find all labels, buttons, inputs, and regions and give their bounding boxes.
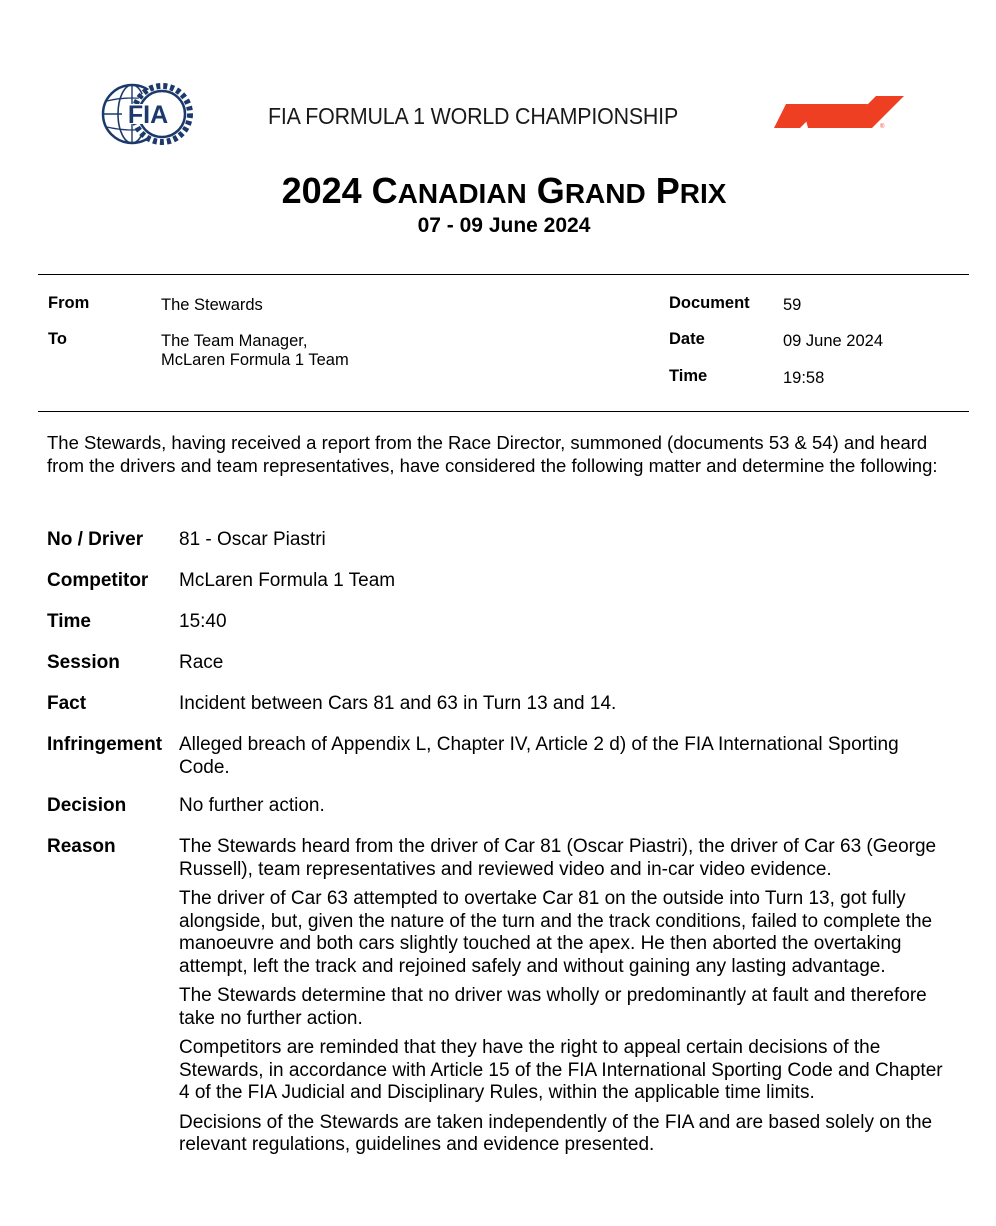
date-label: Date: [669, 330, 705, 348]
event-title-word-1: CANADIAN: [371, 170, 527, 211]
competitor-value: McLaren Formula 1 Team: [179, 570, 396, 591]
driver-label: No / Driver: [47, 529, 144, 550]
event-title-word-3: PRIX: [655, 170, 727, 211]
to-value-line-1: The Team Manager,: [161, 332, 308, 350]
fact-label: Fact: [47, 693, 87, 714]
time-row-value: 15:40: [179, 611, 227, 632]
to-value: [161, 332, 349, 370]
event-title-word-2: GRAND: [536, 170, 646, 211]
to-label: To: [48, 330, 67, 348]
competitor-label: Competitor: [47, 570, 149, 591]
reason-paragraph-4: Competitors are reminded that they have the right to appeal certain decisions of the Stewards, in accordance with Article 15 of the FIA International Sporting Code and Chapter 4 of the FIA Judicial and Disciplinary Rules, within the applicable time limits.: [179, 1037, 943, 1103]
document-label: Document: [669, 294, 750, 312]
time-label: Time: [669, 367, 708, 385]
decision-value: No further action.: [179, 795, 325, 816]
bottom-divider: [38, 411, 969, 412]
time-value: 19:58: [783, 369, 825, 387]
from-label: From: [48, 294, 90, 312]
to-value-line-2: McLaren Formula 1 Team: [161, 351, 349, 369]
intro-paragraph: The Stewards, having received a report from the Race Director, summoned (documents 53 & 54) and heard from the drivers and team representatives, have considered the following matter and determine the following:: [47, 432, 938, 476]
reason-paragraph-3: The Stewards determine that no driver was wholly or predominantly at fault and therefore take no further action.: [179, 985, 927, 1029]
event-dates: 07 - 09 June 2024: [417, 214, 591, 237]
top-divider: [38, 274, 969, 275]
driver-value: 81 - Oscar Piastri: [179, 529, 326, 550]
infringement-value: Alleged breach of Appendix L, Chapter IV, Article 2 d) of the FIA International Sporting Code.: [179, 734, 899, 778]
reason-text: [179, 836, 949, 1164]
reason-label: Reason: [47, 836, 116, 857]
session-label: Session: [47, 652, 120, 673]
fact-value: Incident between Cars 81 and 63 in Turn 13 and 14.: [179, 693, 617, 714]
reason-paragraph-1: The Stewards heard from the driver of Car 81 (Oscar Piastri), the driver of Car 63 (George Russell), team representatives and reviewed video and in-car video evidence.: [179, 836, 937, 880]
infringement-label: Infringement: [47, 734, 163, 755]
fia-logo: [100, 82, 194, 146]
decision-label: Decision: [47, 795, 127, 816]
event-title-year: 2024: [281, 170, 362, 211]
session-value: Race: [179, 652, 224, 673]
from-value: The Stewards: [161, 296, 263, 314]
reason-paragraph-5: Decisions of the Stewards are taken independently of the FIA and are based solely on the relevant regulations, guidelines and evidence presented.: [179, 1111, 933, 1155]
championship-title: FIA FORMULA 1 WORLD CHAMPIONSHIP: [268, 103, 679, 129]
event-title: [0, 170, 996, 212]
svg-text:®: ®: [880, 124, 885, 130]
reason-paragraph-2: The driver of Car 63 attempted to overtake Car 81 on the outside into Turn 13, got fully alongside, but, given the nature of the turn and the track conditions, failed to complete the manoeuvre and both cars slightly touched at the apex. He then aborted the overtaking attempt, left the track and rejoined safely and without gaining any lasting advantage.: [179, 888, 933, 977]
date-value: 09 June 2024: [783, 332, 884, 350]
f1-logo: [772, 96, 906, 132]
time-row-label: Time: [47, 611, 92, 632]
svg-text:FIA: FIA: [127, 101, 169, 129]
document-value: 59: [783, 296, 802, 314]
